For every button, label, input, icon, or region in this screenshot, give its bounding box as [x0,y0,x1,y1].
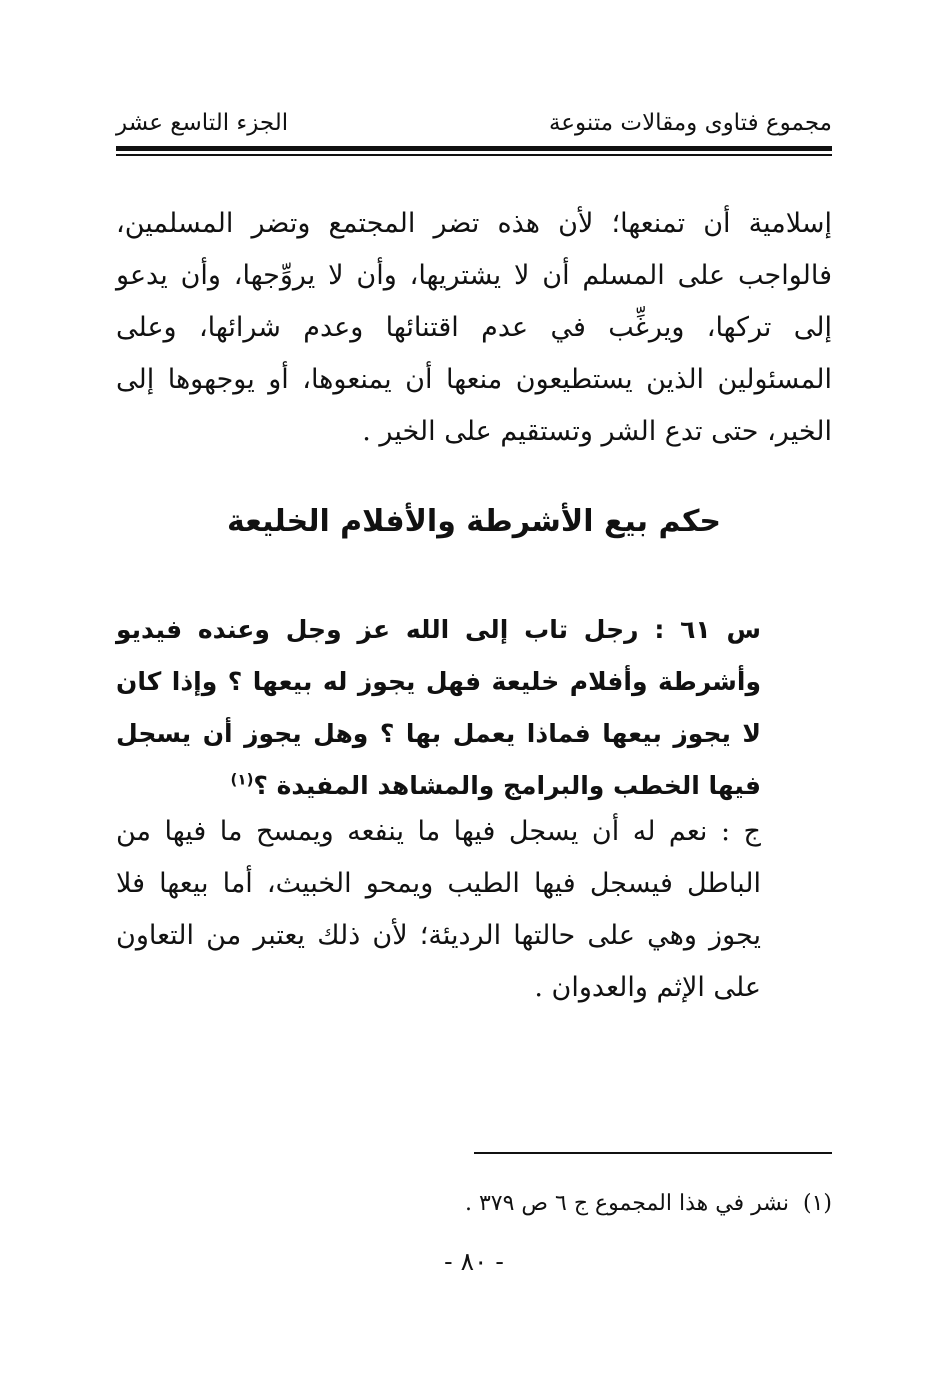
footnote-reference: (١) [230,770,254,789]
book-title: مجموع فتاوى ومقالات متنوعة [548,110,832,136]
footnote-separator [474,1152,832,1154]
question-text: س ٦١ : رجل تاب إلى الله عز وجل وعنده فيديو وأشرطة وأفلام خليعة فهل يجوز له بيعها ؟ وإذا كان لا يجوز بيعها فماذا يعمل بها ؟ وهل يجوز أن يسجل فيها الخطب والبرامج والمشاهد المفيدة ؟ [116,615,762,800]
page-number: - ٨٠ - [444,1247,504,1276]
header-rule-thin [116,154,832,156]
answer-paragraph: ج : نعم له أن يسجل فيها ما ينفعه ويمسح ما فيها من الباطل فيسجل فيها الطيب ويمحو الخبيث، أما بيعها فلا يجوز وهي على حالتها الرديئة؛ لأن ذلك يعتبر من التعاون على الإثم والعدوان . [116,816,761,1003]
header-rule-thick [116,146,832,151]
question-paragraph [116,604,761,812]
footnote-text: نشر في هذا المجموع ج ٦ ص ٣٧٩ . [464,1191,789,1216]
footnote [116,1188,832,1220]
intro-paragraph: إسلامية أن تمنعها؛ لأن هذه تضر المجتمع وتضر المسلمين، فالواجب على المسلم أن لا يشتريها، وأن لا يروِّجها، وأن يدعو إلى تركها، ويرغِّب في عدم اقتنائها وعدم شرائها، وعلى المسئولين الذين يستطيعون منعها أن يمنعوها، أو يوجهوها إلى الخير، حتى تدع الشر وتستقيم على الخير . [116,208,832,447]
running-header [116,104,832,144]
footnote-marker: (١) [802,1191,832,1216]
section-title: حكم بيع الأشرطة والأفلام الخليعة [226,504,722,539]
volume-label: الجزء التاسع عشر [116,110,289,136]
